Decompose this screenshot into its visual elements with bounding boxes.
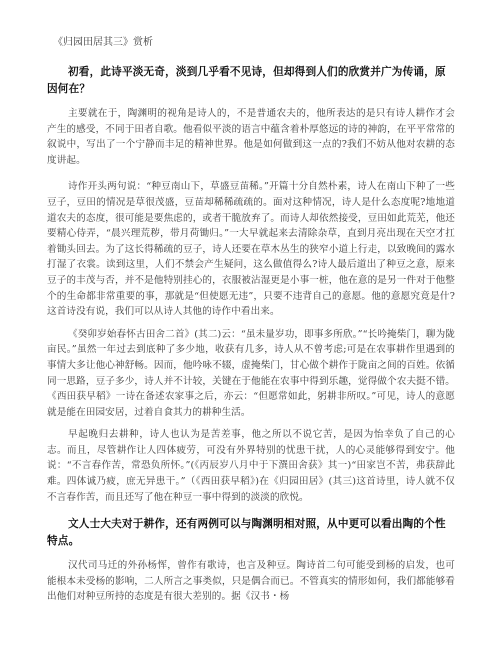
paragraph: 《癸卯岁始春怀古田舍二首》(其二)云：“虽未量岁功，即事多所欣。”“长吟掩柴门，聊为陇亩民。”虽然一年过去到底种了多少地，收获有几多，诗人从不曾考虑;可是在农事耕作里遇到的事情大多让他心神舒畅。因而，他吟咏不辍，虚掩柴门，甘心做个耕作于陇亩之间的百姓。依循同一思路，豆子多少，诗人并不计较，关键在于他能在农事中得到乐趣，觉得做个农夫挺不错。《西田获早稻》一诗在备述农家事之后，亦云：“但愿常如此，躬耕非所叹。”可见，诗人的意愿就是能在田园安居，过着自食其力的耕种生活。 (47, 328, 455, 418)
paragraph: 诗作开头两句说：“种豆南山下，草盛豆苗稀。”开篇十分自然朴素，诗人在南山下种了一些豆子，豆田的情况是草很茂盛，豆苗却稀稀疏疏的。面对这种情况，诗人是什么态度呢?地地道道农夫的态度，很可能是要焦虑的，或者干脆放弃了。而诗人却依然接受，豆田如此荒芜，他还要精心侍弄，“晨兴理荒秽，带月荷锄归。”一大早就起来去清除杂草，直到月亮出现在天空才扛着锄头回去。为了这长得稀疏的豆子，诗人还要在草木丛生的狭窄小道上行走，以致晚间的露水打湿了衣裳。读到这里，人们不禁会产生疑问，这么做值得么?诗人最后道出了种豆之意，原来豆子的丰茂与否，并不是他特别挂心的，衣服被沾湿更是小事一桩，他在意的是另一件对于他整个的生命都非常重要的事，那就是“但使愿无违”，只要不违背自己的意愿。他的意愿究竟是什?这首诗没有说，我们可以从诗人其他的诗作中看出来。 (47, 181, 455, 318)
paragraph: 汉代司马迁的外孙杨恽，曾作有歌诗，也言及种豆。陶诗首二句可能受到杨的启发，也可能根本未受杨的影响，二人所言之事类似，只是偶合而已。不管真实的情形如何，我们都能够看出他们对种豆所持的态度是有很大差别的。据《汉书・杨 (47, 560, 455, 603)
section-heading: 初看，此诗平淡无奇，淡到几乎看不见诗，但却得到人们的欣赏并广为传诵，原因何在？ (47, 66, 446, 95)
document-title: 《归园田居其三》赏析 (53, 37, 153, 48)
paragraph: 主要就在于，陶渊明的视角是诗人的，不是普通农夫的，他所表达的是只有诗人耕作才会产生的感受，不同于田者自歌。他看似平淡的语言中蕴含着朴厚悠远的诗的神韵，在平平常常的叙说中，写出了一个宁静而丰足的精神世界。他是如何做到这一点的?我们不妨从他对农耕的态度讲起。 (47, 108, 455, 166)
section-heading: 文人士大夫对于耕作，还有两例可以与陶渊明相对照，从中更可以看出陶的个性特点。 (47, 518, 446, 548)
paragraph: 早起晚归去耕种，诗人也认为是苦差事，他之所以不说它苦，是因为怡幸负了自己的心志。而且，尽管耕作让人四体疲劳，可没有外界特别的忧患干扰，人的心灵能够得到安宁。他说：“不言春作苦，常恐负所怀。”(《丙辰岁八月中于下潠田舍获》其一)“田家岂不苦，弗获辞此难。四体诚乃疲，庶无异患干。”（《西田获早稻》)在《归园田居》(其三)这首诗里，诗人就不仅不言春作苦，而且还写了他在种豆一事中得到的淡淡的欣悦。 (47, 429, 455, 503)
